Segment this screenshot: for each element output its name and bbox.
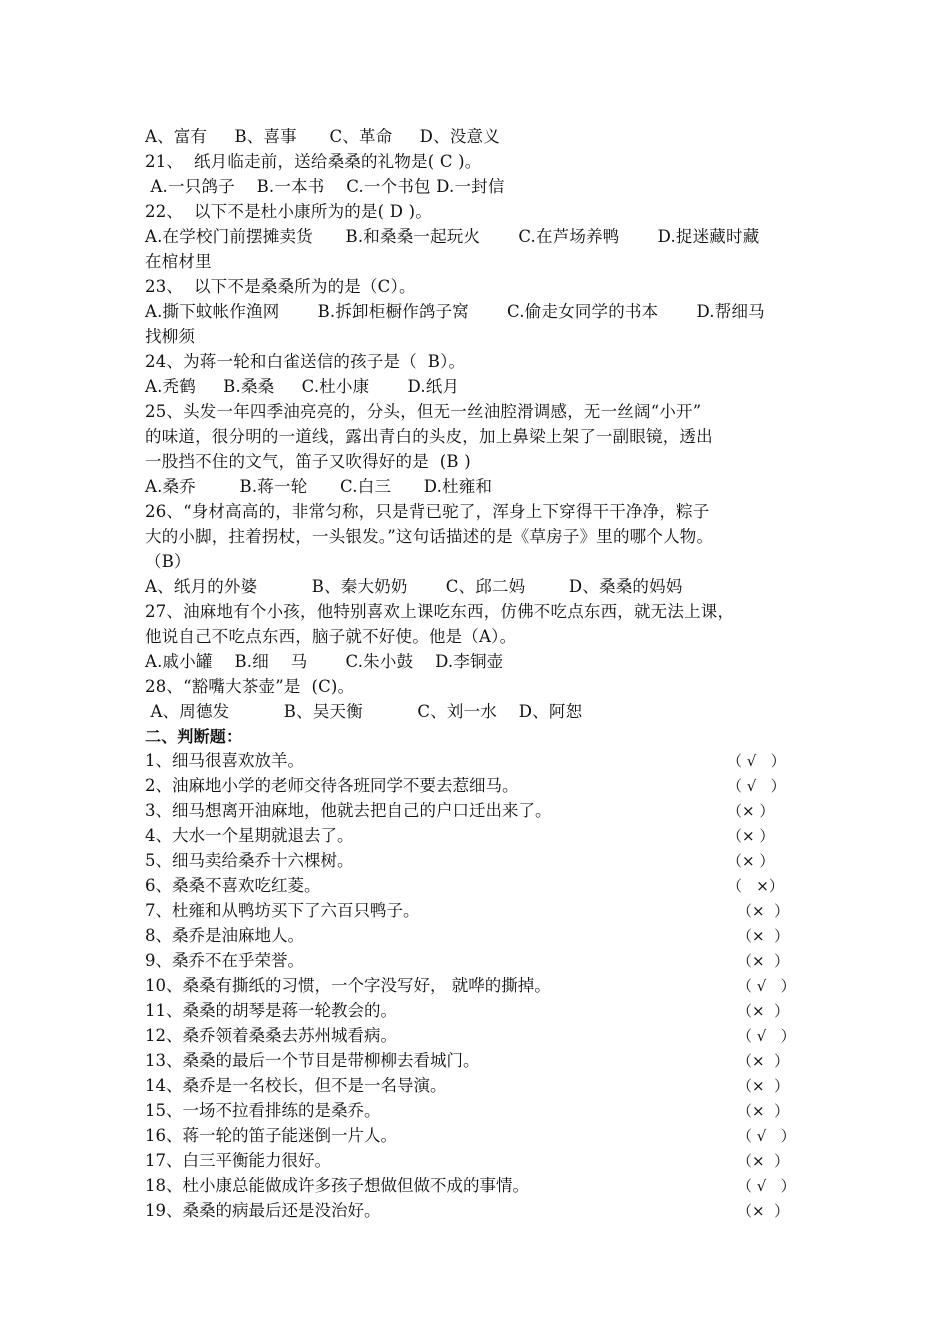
judgement-answer: （× ） — [737, 1002, 790, 1020]
judgement-answer: （ √ ） — [727, 752, 786, 770]
choice-line: A.桑乔 B.蒋一轮 C.白三 D.杜雍和 — [145, 477, 493, 496]
judgement-statement: 9、桑乔不在乎荣誉。 — [145, 951, 304, 970]
choice-line: A.戚小罐 B.细 马 C.朱小鼓 D.李铜壶 — [145, 652, 504, 671]
judgement-statement: 10、桑桑有撕纸的习惯，一个字没写好， 就哗的撕掉。 — [145, 976, 551, 995]
judgement-answer: （× ） — [737, 1102, 790, 1120]
judgement-answer: （× ） — [737, 1077, 790, 1095]
judgement-statement: 12、桑乔领着桑桑去苏州城看病。 — [145, 1026, 397, 1045]
judgement-answer: （ √ ） — [737, 1177, 796, 1195]
judgement-statement: 17、白三平衡能力很好。 — [145, 1151, 331, 1170]
judgement-statement: 4、大水一个星期就退去了。 — [145, 826, 354, 845]
choice-line: A.撕下蚊帐作渔网 B.拆卸柜橱作鸽子窝 C.偷走女同学的书本 D.帮细马 — [145, 302, 765, 321]
question-26-answer: （B） — [145, 552, 191, 571]
judgement-statement: 19、桑桑的病最后还是没治好。 — [145, 1201, 381, 1220]
question-25-cont: 一股挡不住的文气，笛子又吹得好的是 (B ) — [145, 452, 471, 471]
choice-line: A.秃鹤 B.桑桑 C.杜小康 D.纸月 — [145, 377, 460, 396]
choice-line: A、纸月的外婆 B、秦大奶奶 C、邱二妈 D、桑桑的妈妈 — [145, 577, 683, 596]
judgement-statement: 16、蒋一轮的笛子能迷倒一片人。 — [145, 1126, 397, 1145]
judgement-statement: 18、杜小康总能做成许多孩子想做但做不成的事情。 — [145, 1176, 529, 1195]
judgement-statement: 2、油麻地小学的老师交待各班同学不要去惹细马。 — [145, 776, 519, 795]
judgement-statement: 3、细马想离开油麻地，他就去把自己的户口迁出来了。 — [145, 801, 552, 820]
judgement-answer: （× ） — [737, 1152, 790, 1170]
judgement-statement: 14、桑乔是一名校长，但不是一名导演。 — [145, 1076, 447, 1095]
question-28: 28、“豁嘴大茶壶”是 (C)。 — [145, 677, 355, 696]
question-22: 22、 以下不是杜小康所为的是( D )。 — [145, 202, 432, 221]
judgement-statement: 1、细马很喜欢放羊。 — [145, 751, 304, 770]
choice-line: 找柳须 — [145, 327, 196, 346]
judgement-answer: （× ） — [737, 952, 790, 970]
choice-line: 在棺材里 — [145, 252, 212, 271]
section-title: 二、判断题： — [145, 727, 243, 746]
judgement-answer: （× ） — [727, 827, 775, 845]
judgement-answer: （× ） — [737, 927, 790, 945]
judgement-answer: （ ×） — [727, 877, 784, 895]
question-26: 26、“身材高高的，非常匀称，只是背已驼了，浑身上下穿得干干净净，粽子 — [145, 502, 710, 521]
judgement-statement: 8、桑乔是油麻地人。 — [145, 926, 304, 945]
judgement-statement: 11、桑桑的胡琴是蒋一轮教会的。 — [145, 1001, 397, 1020]
question-26-cont: 大的小脚，拄着拐杖，一头银发。”这句话描述的是《草房子》里的哪个人物。 — [145, 527, 714, 546]
judgement-answer: （ √ ） — [737, 1027, 796, 1045]
judgement-answer: （ √ ） — [737, 1127, 796, 1145]
question-27-cont: 他说自己不吃点东西，脑子就不好使。他是（A）。 — [145, 627, 517, 646]
judgement-answer: （× ） — [727, 852, 775, 870]
judgement-answer: （× ） — [737, 1052, 790, 1070]
choice-line: A.在学校门前摆摊卖货 B.和桑桑一起玩火 C.在芦场养鸭 D.捉迷藏时藏 — [145, 227, 760, 246]
question-23: 23、 以下不是桑桑所为的是（C）。 — [145, 277, 416, 296]
judgement-statement: 15、一场不拉看排练的是桑乔。 — [145, 1101, 381, 1120]
choice-line: A.一只鸽子 B.一本书 C.一个书包 D.一封信 — [145, 177, 505, 196]
judgement-statement: 13、桑桑的最后一个节目是带柳柳去看城门。 — [145, 1051, 480, 1070]
judgement-statement: 5、细马卖给桑乔十六棵树。 — [145, 851, 354, 870]
judgement-answer: （× ） — [737, 902, 790, 920]
judgement-answer: （× ） — [737, 1202, 790, 1220]
question-27: 27、油麻地有个小孩，他特别喜欢上课吃东西，仿佛不吃点东西，就无法上课， — [145, 602, 735, 621]
judgement-statement: 7、杜雍和从鸭坊买下了六百只鸭子。 — [145, 901, 420, 920]
judgement-answer: （× ） — [727, 802, 775, 820]
judgement-answer: （ √ ） — [737, 977, 796, 995]
question-24: 24、为蒋一轮和白雀送信的孩子是（ B）。 — [145, 352, 466, 371]
question-21: 21、 纸月临走前，送给桑桑的礼物是( C )。 — [145, 152, 482, 171]
question-25: 25、头发一年四季油亮亮的，分头，但无一丝油腔滑调感，无一丝阔“小开” — [145, 402, 702, 421]
choice-line: A、周德发 B、吴天衡 C、刘一水 D、阿恕 — [145, 702, 583, 721]
question-25-cont: 的味道，很分明的一道线，露出青白的头皮，加上鼻梁上架了一副眼镜，透出 — [145, 427, 713, 446]
choice-line: A、富有 B、喜事 C、革命 D、没意义 — [145, 127, 500, 146]
judgement-answer: （ √ ） — [727, 777, 786, 795]
judgement-statement: 6、桑桑不喜欢吃红菱。 — [145, 876, 321, 895]
